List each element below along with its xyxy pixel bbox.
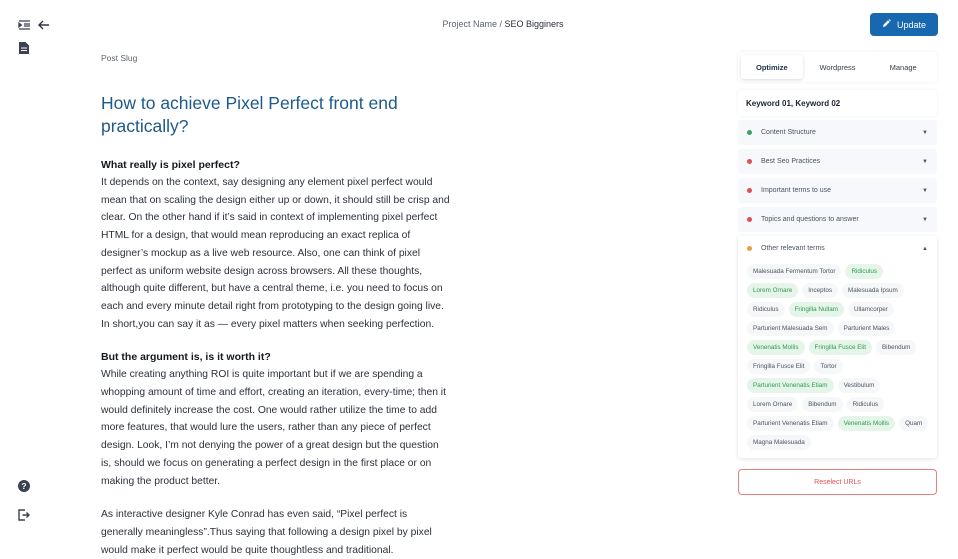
caret-down-icon: ▼: [922, 158, 928, 165]
accordion-label: Other relevant terms: [761, 245, 825, 252]
term-tag[interactable]: Ridiculus: [847, 397, 885, 412]
accordion-label: Important terms to use: [761, 187, 832, 194]
update-label: Update: [896, 19, 927, 30]
accordion-section[interactable]: [738, 178, 937, 203]
term-tag[interactable]: Bibendum: [876, 340, 916, 355]
section-heading: What really is pixel perfect?: [101, 159, 240, 171]
accordion-label: Topics and questions to answer: [761, 216, 859, 223]
svg-text:?: ?: [21, 481, 27, 491]
accordion-other-terms[interactable]: [738, 236, 937, 261]
term-tag[interactable]: Parturient Males: [838, 321, 896, 336]
term-tag[interactable]: Inceptos: [802, 283, 838, 298]
term-tag[interactable]: Venenatis Mollis: [747, 340, 805, 355]
term-tag[interactable]: Malesuada Fermentum Tortor: [747, 264, 841, 279]
caret-down-icon: ▼: [922, 187, 928, 194]
update-button[interactable]: [870, 13, 938, 36]
breadcrumb-current: SEO Bigginers: [504, 19, 564, 29]
status-dot: [747, 217, 752, 222]
term-tag[interactable]: Tortor: [814, 359, 842, 374]
term-tag[interactable]: Parturient Malesuada Sem: [747, 321, 834, 336]
panel-tabs: [738, 52, 937, 82]
section-paragraph[interactable]: It depends on the context, say designing any element pixel perfect would mean that on scaling the design either up or down, it should still be crisp and clear. On the other hand if it’s said in context of implementing pixel perfect HTML for a design, that would mean reproducing an exact replica of designer’s mockup as a live web resource. Also, one can think of pixel perfect as uniform website design across browsers. All these thoughts, although quite different, but have a central theme, i.e. you need to focus on each and every minute detail right from prototyping to the design going live. In short,you can say it as — every pixel matters when seeking perfection.: [101, 177, 450, 330]
term-tag[interactable]: Ridiculus: [845, 264, 883, 279]
left-rail: [0, 0, 48, 539]
term-tag[interactable]: Bibendum: [802, 397, 842, 412]
closing-paragraph[interactable]: As interactive designer Kyle Conrad has even said, “Pixel perfect is generally meaningless”.Thus saying that following a design pixel by pixel would make it perfect would be quite thoughtless and traditional.: [101, 509, 432, 556]
status-dot: [747, 246, 752, 251]
term-tag[interactable]: Ullamcorper: [848, 302, 894, 317]
term-tag[interactable]: Ridiculus: [747, 302, 785, 317]
tab-optimize[interactable]: Optimize: [741, 55, 803, 79]
breadcrumb-project[interactable]: Project Name: [442, 19, 497, 29]
top-header: [48, 0, 958, 48]
term-tag[interactable]: Lorem Ornare: [747, 397, 798, 412]
logout-icon[interactable]: [16, 507, 32, 523]
other-terms-card: [738, 236, 937, 458]
post-slug-label[interactable]: Post Slug: [101, 53, 138, 63]
accordion-section[interactable]: [738, 207, 937, 232]
caret-down-icon: ▼: [922, 216, 928, 223]
term-tag[interactable]: Fringilla Fusce Elit: [809, 340, 872, 355]
accordion-label: Best Seo Practices: [761, 158, 821, 165]
term-tag[interactable]: Parturient Venenatis Etiam: [747, 378, 834, 393]
term-tag[interactable]: Malesuada Ipsum: [842, 283, 904, 298]
caret-down-icon: ▼: [922, 129, 928, 136]
term-tag[interactable]: Fringilla Nullam: [789, 302, 844, 317]
accordion-section[interactable]: [738, 149, 937, 174]
pencil-icon: [882, 19, 891, 30]
section-paragraph[interactable]: While creating anything ROI is quite important but if we are spending a whopping amount of time and effort, creating an iteration, every-time; then it would definitely increase the cost. One would rather utilize the time to add more features, that would lure the users, rather than any piece of perfect design. Look, I’m not denying the power of a great design but the question is, should we focus on generating a perfect design in the first place or on making the product better.: [101, 369, 446, 487]
accordion-section[interactable]: [738, 120, 937, 145]
section-heading: But the argument is, is it worth it?: [101, 351, 271, 364]
term-tag[interactable]: Magna Malesuada: [747, 435, 811, 450]
article-title[interactable]: How to achieve Pixel Perfect front end practically?: [101, 93, 398, 136]
document-icon[interactable]: [16, 40, 32, 56]
term-tag[interactable]: Quam: [899, 416, 928, 431]
term-tag[interactable]: Fringilla Fusce Elit: [747, 359, 810, 374]
seo-panel: [738, 52, 937, 495]
term-tag[interactable]: Parturient Venenatis Etiam: [747, 416, 834, 431]
tab-wordpress[interactable]: Wordpress: [819, 62, 856, 72]
breadcrumb: [48, 19, 958, 29]
keywords-field[interactable]: Keyword 01, Keyword 02: [738, 90, 937, 116]
status-dot: [747, 188, 752, 193]
status-dot: [747, 130, 752, 135]
reselect-urls-button[interactable]: Reselect URLs: [738, 469, 937, 495]
term-tag[interactable]: Venenatis Mollis: [838, 416, 896, 431]
indent-icon[interactable]: [16, 17, 32, 33]
help-icon[interactable]: [16, 478, 32, 494]
breadcrumb-separator: /: [496, 19, 505, 29]
status-dot: [747, 159, 752, 164]
tab-manage[interactable]: Manage: [889, 62, 917, 72]
accordion-label: Content Structure: [761, 129, 816, 136]
caret-up-icon: ▲: [922, 245, 928, 252]
term-tag[interactable]: Vestibulum: [838, 378, 881, 393]
article-editor: [101, 50, 451, 559]
term-tag[interactable]: Lorem Ornare: [747, 283, 798, 298]
term-tags: [738, 261, 937, 450]
